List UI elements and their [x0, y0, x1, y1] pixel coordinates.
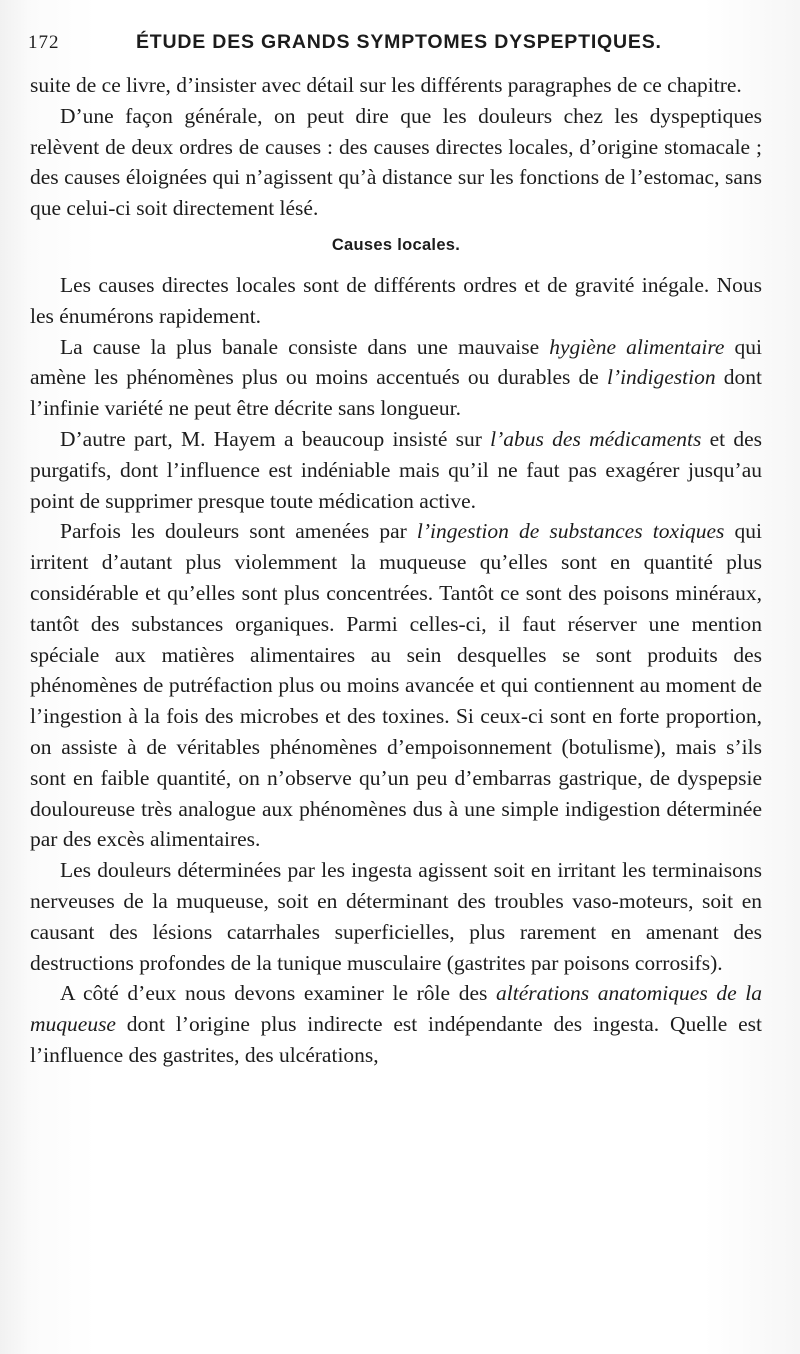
paragraph-continuation: suite de ce livre, d’insister avec détail sur les différents paragraphes de ce chapitre.: [30, 73, 742, 97]
paragraph-general-causes: D’une façon générale, on peut dire que les douleurs chez les dyspeptiques relèvent de deux ordres de causes : des causes directes locales, d’origine stomacale ; des causes éloignées qui n’agissent qu’à distance sur les fonctions de l’estomac, sans que celui-ci soit directement lésé.: [30, 103, 762, 221]
page-number: 172: [28, 32, 60, 53]
body-text: [30, 70, 762, 1071]
italic-term: hygiène alimentaire: [549, 334, 725, 359]
paragraph-toxic-substances: [30, 516, 762, 855]
italic-term: l’ingestion de substances toxiques: [416, 519, 725, 544]
text-run: A côté d’eux nous devons examiner le rôle des: [60, 981, 496, 1006]
text-run: qui amène les phénomènes plus ou moins accentués ou durables de: [30, 334, 762, 390]
paragraph-local-causes-intro: Les causes directes locales sont de différents ordres et de gravité inégale. Nous les énumérons rapidement.: [30, 272, 762, 328]
text-run: dont l’infinie variété ne peut être décrite sans longueur.: [30, 365, 762, 421]
paragraph-hygiene: [30, 332, 762, 424]
italic-term: altérations anatomiques de la muqueuse: [30, 981, 762, 1037]
italic-term: l’indigestion: [606, 365, 716, 390]
paragraph-ingesta-pain: Les douleurs déterminées par les ingesta agissent soit en irritant les terminaisons nerveuses de la muqueuse, soit en déterminant des troubles vaso-moteurs, soit en causant des lésions catarrhales superficielles, plus rarement en amenant des destructions profondes de la tunique musculaire (gastrites par poisons corrosifs).: [30, 858, 762, 975]
text-run: dont l’origine plus indirecte est indépendante des ingesta. Quelle est l’influence des gastrites, des ulcérations,: [30, 1012, 762, 1067]
running-title: ÉTUDE DES GRANDS SYMPTOMES DYSPEPTIQUES.: [136, 31, 662, 53]
page-header: [28, 30, 764, 58]
section-heading: Causes locales.: [331, 235, 461, 254]
paragraph-anatomical-alterations: [30, 978, 762, 1070]
paragraph-medications: [30, 424, 762, 516]
italic-term: l’abus des médicaments: [490, 426, 702, 451]
text-run: qui irritent d’autant plus violemment la muqueuse qu’elles sont en quantité plus considérable et qu’elles sont plus concentrées. Tantôt ce sont des poisons minéraux, tantôt des substances organiques. Parmi celles-ci, il faut réserver une mention spéciale aux matières alimentaires au sein desquelles se sont produits des phénomènes de putréfaction plus ou moins avancée et qui contiennent au moment de l’ingestion à la fois des microbes et des toxines. Si ceux-ci sont en forte proportion, on assiste à de véritables phénomènes d’empoisonnement (botulisme), mais s’ils sont en faible quantité, on n’observe qu’un peu d’embarras gastrique, de dyspepsie douloureuse très analogue aux phénomènes dus à une simple indigestion déterminée par des excès alimentaires.: [30, 519, 762, 852]
text-run: La cause la plus banale consiste dans une mauvaise: [60, 334, 550, 359]
text-run: et des purgatifs, dont l’influence est indéniable mais qu’il ne faut pas exagérer jusqu’au point de supprimer presque toute médication active.: [30, 426, 762, 513]
text-run: D’autre part, M. Hayem a beaucoup insisté sur: [60, 426, 491, 451]
text-run: Parfois les douleurs sont amenées par: [60, 519, 417, 544]
